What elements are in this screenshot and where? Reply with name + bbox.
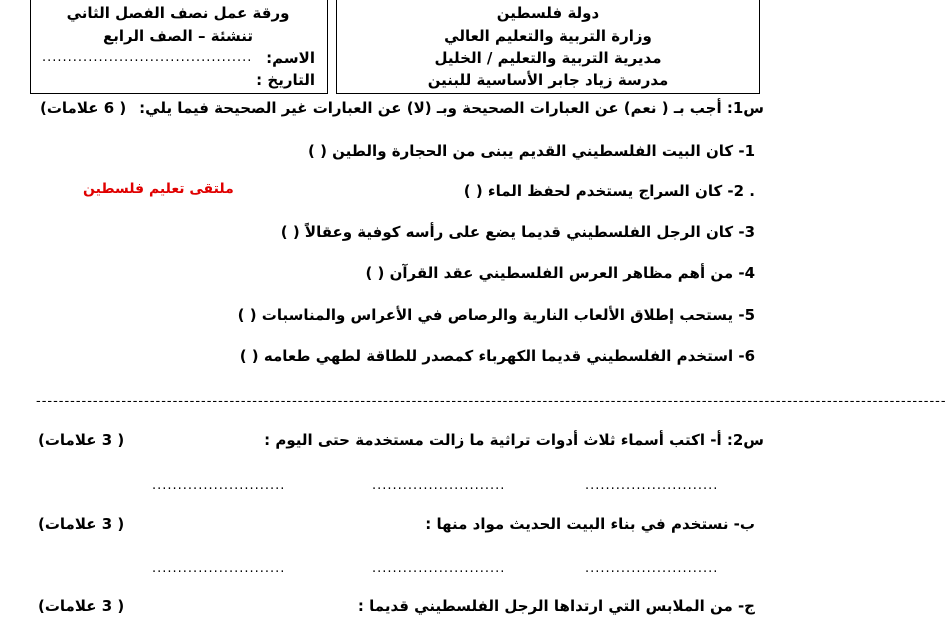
q1-item-2: . 2- كان السراج يستخدم لحفظ الماء ( ) (463, 182, 755, 200)
q2c-marks: ( 3 علامات) (38, 597, 125, 615)
q2a-answer-3[interactable]: .......................... (585, 478, 719, 493)
name-field-dots[interactable]: ......................................... (42, 50, 253, 65)
q2b-text: ب- نستخدم في بناء البيت الحديث مواد منها : (425, 515, 755, 533)
q2b-answer-1[interactable]: .......................... (152, 561, 286, 576)
section-separator: ---------------------------------------------------------------------------------------------------------------------------------------------------------------- (36, 394, 947, 409)
q1-item-5: 5- يستحب إطلاق الألعاب النارية والرصاص في الأعراس والمناسبات ( ) (237, 306, 755, 324)
worksheet-title: ورقة عمل نصف الفصل الثاني (66, 4, 290, 22)
state-name: دولة فلسطين (496, 4, 600, 22)
q1-item-4: 4- من أهم مظاهر العرس الفلسطيني عقد القرآن ( ) (365, 264, 755, 282)
q1-heading: س1: أجب بـ ( نعم) عن العبارات الصحيحة وبـ (لا) عن العبارات غير الصحيحة فيما يلي: (139, 99, 764, 117)
q1-marks: ( 6 علامات) (40, 99, 127, 117)
date-label: التاريخ : (256, 71, 315, 89)
q2b-answer-2[interactable]: .......................... (372, 561, 506, 576)
school-name: مدرسة زياد جابر الأساسية للبنين (427, 71, 669, 89)
q1-item-1: 1- كان البيت الفلسطيني القديم يبنى من الحجارة والطين ( ) (308, 142, 755, 160)
q1-item-6: 6- استخدم الفلسطيني قديما الكهرباء كمصدر للطاقة لطهي طعامه ( ) (239, 347, 755, 365)
subject-grade: تنشئة – الصف الرابع (103, 27, 253, 45)
name-label: الاسم: (266, 49, 315, 67)
q2a-marks: ( 3 علامات) (38, 431, 125, 449)
q2a-answer-1[interactable]: .......................... (152, 478, 286, 493)
q1-item-3: 3- كان الرجل الفلسطيني قديما يضع على رأسه كوفية وعقالاً ( ) (280, 223, 755, 241)
q2c-text: ج- من الملابس التي ارتداها الرجل الفلسطيني قديما : (357, 597, 755, 615)
q2a-text: س2: أ- اكتب أسماء ثلاث أدوات تراثية ما زالت مستخدمة حتى اليوم : (264, 431, 764, 449)
q2a-answer-2[interactable]: .......................... (372, 478, 506, 493)
q2b-answer-3[interactable]: .......................... (585, 561, 719, 576)
watermark-text: ملتقى تعليم فلسطين (83, 181, 234, 197)
ministry-name: وزارة التربية والتعليم العالي (444, 27, 652, 45)
q2b-marks: ( 3 علامات) (38, 515, 125, 533)
directorate-name: مديرية التربية والتعليم / الخليل (434, 49, 662, 67)
